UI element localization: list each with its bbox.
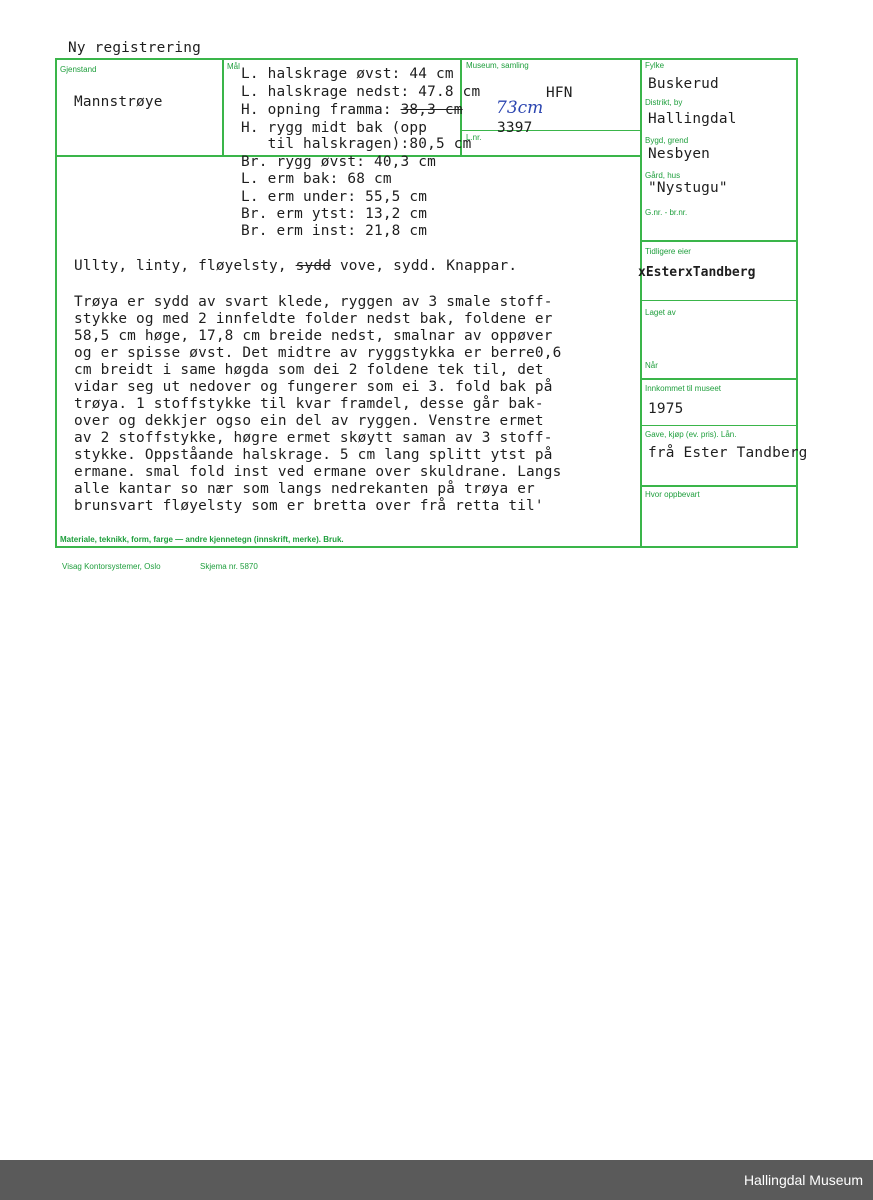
measurement-line: H. rygg midt bak (opp <box>241 120 428 136</box>
description-line: over og dekkjer ogso ein del av ryggen. Venstre ermet <box>74 413 544 429</box>
measurement-line: L. erm under: 55,5 cm <box>241 189 428 205</box>
measurement-line: til halskragen):80,5 cm <box>241 136 472 152</box>
measurement-line: L. halskrage nedst: 47.8 cm <box>241 84 481 100</box>
material-text: vove, sydd. Knappar. <box>331 258 518 274</box>
label-fylke: Fylke <box>645 61 665 70</box>
measurement-line: Br. erm inst: 21,8 cm <box>241 223 428 239</box>
handwritten-correction: 73cm <box>496 98 544 118</box>
grid-line <box>55 546 797 548</box>
description-line: av 2 stoffstykke, høgre ermet skøytt saman av 3 stoff- <box>74 430 553 446</box>
bygd-value: Nesbyen <box>648 146 711 162</box>
distrikt-value: Hallingdal <box>648 111 737 127</box>
grid-line <box>640 58 642 548</box>
label-hvor-oppbevart: Hvor oppbevart <box>645 490 700 499</box>
grid-line <box>55 58 57 548</box>
measurement-line: L. halskrage øvst: 44 cm <box>241 66 454 82</box>
struck-material: sydd <box>295 258 332 274</box>
innkommet-value: 1975 <box>648 401 684 417</box>
label-gave: Gave, kjøp (ev. pris). Lån. <box>645 430 737 439</box>
description-line: trøya. 1 stoffstykke til kvar framdel, desse går bak- <box>74 396 544 412</box>
footer-bar <box>0 1160 873 1200</box>
tidligere-eier-value: xEsterxTandberg <box>638 265 756 280</box>
description-line: brunsvart fløyelsty som er bretta over frå retta til' <box>74 498 544 514</box>
label-lnr: L.nr. <box>466 133 482 142</box>
label-bygd: Bygd, grend <box>645 136 689 145</box>
description-line: og er spisse øvst. Det midtre av ryggstykka er berre0,6 <box>74 345 562 361</box>
museum-value: HFN <box>546 85 573 101</box>
label-distrikt: Distrikt, by <box>645 98 683 107</box>
label-innkommet: Innkommet til museet <box>645 384 722 393</box>
description-line: Trøya er sydd av svart klede, ryggen av 3 smale stoff- <box>74 294 553 310</box>
label-gnr: G.nr. - br.nr. <box>645 208 688 217</box>
grid-line <box>640 300 797 301</box>
grid-line <box>55 58 797 60</box>
measurement-line <box>241 102 463 119</box>
label-tidligere-eier: Tidligere eier <box>645 247 691 256</box>
grid-line <box>460 130 640 131</box>
grid-line <box>796 58 798 548</box>
page-title: Ny registrering <box>68 40 201 56</box>
label-printer: Visag Kontorsystemer, Oslo <box>62 562 161 571</box>
label-materiale: Materiale, teknikk, form, farge — andre kjennetegn (innskrift, merke). Bruk. <box>60 535 344 544</box>
fylke-value: Buskerud <box>648 76 719 92</box>
description-line: ermane. smal fold inst ved ermane over skuldrane. Langs <box>74 464 562 480</box>
description-line: stykke. Oppståande halskrage. 5 cm lang splitt ytst på <box>74 447 553 463</box>
grid-line <box>640 425 797 426</box>
lnr-value: 3397 <box>497 120 533 136</box>
description-line: alle kantar so nær som langs nedrekanten på trøya er <box>74 481 535 497</box>
measurement-line: Br. erm ytst: 13,2 cm <box>241 206 428 222</box>
label-gard: Gård, hus <box>645 171 681 180</box>
description-line: cm breidt i same høgda som dei 2 foldene tek til, det <box>74 362 544 378</box>
description-line: 58,5 cm høge, 17,8 cm breide nedst, smalnar av oppøver <box>74 328 553 344</box>
description-line: vidar seg ut nedover og fungerer som ei 3. fold bak på <box>74 379 553 395</box>
grid-line <box>640 485 797 487</box>
label-gjenstand: Gjenstand <box>60 65 97 74</box>
description-text <box>74 294 634 524</box>
label-museum-samling: Museum, samling <box>466 61 529 70</box>
label-maal: Mål <box>227 62 240 71</box>
gjenstand-value: Mannstrøye <box>74 94 163 110</box>
material-line <box>74 258 517 275</box>
label-laget-av: Laget av <box>645 308 676 317</box>
measurement-line: Br. rygg øvst: 40,3 cm <box>241 154 437 170</box>
material-text: Ullty, linty, fløyelsty, <box>74 258 296 274</box>
gard-value: "Nystugu" <box>648 180 728 196</box>
label-naar: Når <box>645 361 658 370</box>
grid-line <box>222 58 224 156</box>
measurement-line: L. erm bak: 68 cm <box>241 171 392 187</box>
description-line: stykke og med 2 innfeldte folder nedst bak, foldene er <box>74 311 553 327</box>
grid-line <box>640 378 797 380</box>
footer-credit: Hallingdal Museum <box>743 1172 863 1188</box>
label-skjema: Skjema nr. 5870 <box>200 562 258 571</box>
gave-value: frå Ester Tandberg <box>648 445 808 461</box>
grid-line <box>640 240 797 242</box>
struck-measurement: 38,3 cm <box>400 102 463 118</box>
measurement-text: H. opning framma: <box>241 102 401 118</box>
